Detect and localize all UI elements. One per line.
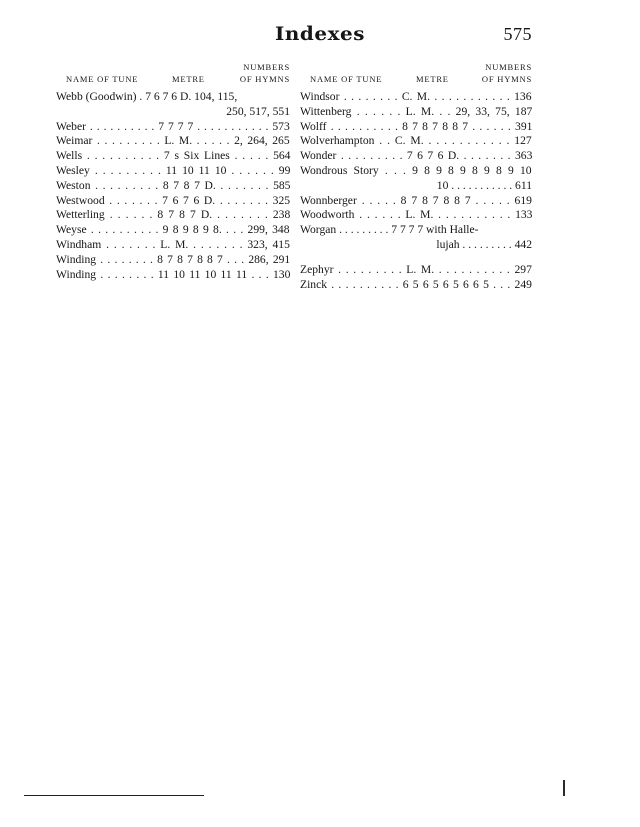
index-entry — [300, 149, 532, 164]
entry-line — [56, 120, 290, 135]
entry-text: Windsor . . . . . . . . C. M. . . . . . . . . . . . 136 — [300, 90, 532, 103]
index-entry — [300, 164, 532, 194]
column-header-numbers: NUMBERS — [243, 62, 290, 72]
entry-text: Wolverhampton . . C. M. . . . . . . . . . . . 127 — [300, 134, 532, 148]
entry-line — [56, 223, 290, 238]
index-entry — [300, 90, 532, 105]
entry-continuation: 10 . . . . . . . . . . . 611 — [436, 178, 532, 192]
entry-line — [300, 105, 532, 120]
entry-line — [56, 268, 290, 283]
entry-text: Worgan . . . . . . . . . 7 7 7 7 with Halle- — [300, 223, 479, 237]
entry-text: Weston . . . . . . . . . 8 7 8 7 D. . . . . . . . 585 — [56, 178, 291, 192]
entry-text: Wittenberg . . . . . . L. M. . . 29, 33, 75, 187 — [300, 104, 533, 118]
entry-text: Wolff . . . . . . . . . . 8 7 8 7 8 8 7 . . . . . . 391 — [300, 119, 533, 133]
index-entry — [300, 263, 532, 278]
entry-line — [300, 263, 532, 278]
entry-text: Winding . . . . . . . . 8 7 8 7 8 8 7 . . . 286, 291 — [56, 252, 291, 266]
entry-line — [56, 134, 290, 149]
entry-continuation-line — [56, 105, 290, 120]
entry-line — [56, 149, 290, 164]
index-entry — [56, 149, 290, 164]
index-entry — [300, 105, 532, 120]
entry-text: Wonder . . . . . . . . . 7 6 7 6 D. . . . . . . . 363 — [300, 149, 533, 163]
column-header-name: NAME OF TUNE — [66, 74, 139, 84]
entry-text: Woodworth . . . . . . L. M. . . . . . . . . . . 133 — [300, 208, 533, 222]
entry-text: Wells . . . . . . . . . . 7 s Six Lines . . . . . 564 — [56, 149, 291, 163]
entry-text: Zephyr . . . . . . . . . L. M. . . . . . . . . . . 297 — [300, 262, 532, 276]
index-entry — [56, 134, 290, 149]
entry-text: Weimar . . . . . . . . . L. M. . . . . . 2, 264, 265 — [56, 134, 290, 148]
footer-rule — [24, 795, 204, 796]
index-entry — [56, 208, 290, 223]
entry-line — [56, 164, 290, 179]
index-entry — [56, 90, 290, 120]
column-header-metre: METRE — [172, 74, 205, 84]
index-entry — [56, 164, 290, 179]
entry-line — [56, 208, 290, 223]
index-entry — [300, 134, 532, 149]
index-entry — [300, 278, 532, 293]
index-entry — [56, 238, 290, 253]
index-entry — [300, 223, 532, 253]
tune-list-right — [300, 90, 532, 292]
page-number: 575 — [503, 24, 532, 44]
column-header-row — [300, 74, 532, 89]
entry-text: Zinck . . . . . . . . . . 6 5 6 5 6 5 6 6 5 . . . 249 — [300, 277, 532, 291]
column-header-numbers: NUMBERS — [485, 62, 532, 72]
column-header-row — [56, 74, 290, 89]
index-entry — [56, 223, 290, 238]
entry-continuation: 250, 517, 551 — [226, 104, 290, 118]
entry-text: Wetterling . . . . . . 8 7 8 7 D. . . . . . . . 238 — [56, 208, 291, 222]
entry-continuation-line — [300, 179, 532, 194]
running-head: Indexes — [274, 23, 365, 45]
entry-line — [56, 238, 290, 253]
entry-line — [56, 253, 290, 268]
entry-line — [300, 194, 532, 209]
index-entry — [300, 208, 532, 223]
index-entry — [56, 194, 290, 209]
entry-text: Webb (Goodwin) . 7 6 7 6 D. 104, 115, — [56, 90, 238, 103]
entry-text: Windham . . . . . . . L. M. . . . . . . . 323, 415 — [56, 237, 290, 251]
entry-text: Westwood . . . . . . . 7 6 7 6 D. . . . . . . . 325 — [56, 193, 291, 207]
index-column-right — [300, 62, 532, 292]
entry-text: Weber . . . . . . . . . . 7 7 7 7 . . . . . . . . . . . 573 — [56, 119, 290, 133]
entry-text: Weyse . . . . . . . . . . 9 8 9 8 9 8. . . . 299, 348 — [56, 223, 290, 237]
entry-text: Winding . . . . . . . . 11 10 11 10 11 11 . . . 130 — [56, 267, 291, 281]
entry-line — [300, 208, 532, 223]
entry-line — [300, 90, 532, 105]
index-entry — [56, 120, 290, 135]
index-column-left — [56, 62, 290, 282]
edge-mark — [563, 780, 565, 796]
index-entry — [56, 253, 290, 268]
entry-text: Wondrous Story . . . 9 8 9 8 9 8 9 8 9 10 — [300, 163, 532, 177]
entry-line — [300, 120, 532, 135]
entry-line — [300, 164, 532, 179]
entry-line — [300, 223, 532, 238]
column-header-hymns: OF HYMNS — [481, 74, 532, 84]
column-header-name: NAME OF TUNE — [310, 74, 383, 84]
index-entry — [56, 268, 290, 283]
column-header-hymns: OF HYMNS — [239, 74, 290, 84]
entry-continuation: lujah . . . . . . . . . 442 — [436, 237, 532, 251]
entry-text: Wonnberger . . . . . 8 7 8 7 8 8 7 . . . . . 619 — [300, 193, 532, 207]
column-header-metre: METRE — [416, 74, 449, 84]
index-entry — [56, 179, 290, 194]
entry-line — [56, 194, 290, 209]
index-entry — [300, 194, 532, 209]
index-entry — [300, 120, 532, 135]
entry-line — [56, 179, 290, 194]
entry-continuation-line — [300, 238, 532, 253]
entry-spacer — [300, 253, 532, 263]
tune-list-left — [56, 90, 290, 282]
entry-line — [300, 134, 532, 149]
entry-text: Wesley . . . . . . . . . 11 10 11 10 . . . . . . 99 — [56, 163, 291, 177]
entry-line — [56, 90, 290, 105]
entry-line — [300, 278, 532, 293]
entry-line — [300, 149, 532, 164]
